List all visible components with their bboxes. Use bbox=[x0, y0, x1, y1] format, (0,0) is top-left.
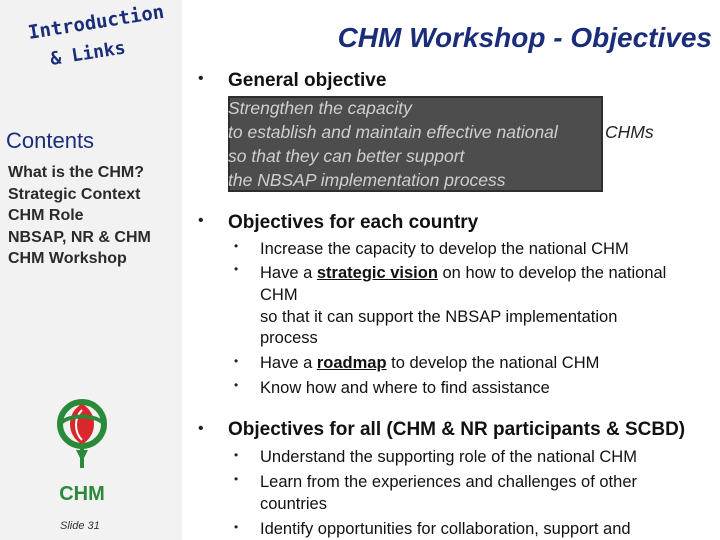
each-country-item bbox=[260, 262, 666, 284]
sub-bullet: • bbox=[234, 239, 239, 253]
contents-item[interactable]: CHM Workshop bbox=[8, 250, 127, 267]
box-line-tail: CHMs bbox=[605, 122, 654, 142]
box-line: the NBSAP implementation process bbox=[228, 170, 506, 190]
slide-number: Slide 31 bbox=[60, 520, 100, 532]
item-text: Have a bbox=[260, 264, 317, 282]
item-text: on how to develop the national bbox=[437, 264, 667, 282]
intro-text: Introduction bbox=[26, 0, 166, 44]
page-title: CHM Workshop - Objectives bbox=[337, 22, 712, 53]
each-country-item-cont: process bbox=[260, 329, 318, 347]
each-country-item-cont: CHM bbox=[260, 286, 298, 304]
each-country-heading: Objectives for each country bbox=[228, 212, 479, 233]
sub-bullet: • bbox=[234, 378, 239, 392]
all-item: Learn from the experiences and challenges of other bbox=[260, 473, 637, 491]
all-item: Identify opportunities for collaboration, support and bbox=[260, 520, 631, 538]
intro-links-logo[interactable] bbox=[26, 0, 180, 74]
sub-bullet: • bbox=[234, 354, 239, 368]
contents-item[interactable]: CHM Role bbox=[8, 207, 84, 224]
contents-list bbox=[8, 162, 151, 270]
bullet: • bbox=[198, 212, 204, 229]
strategic-vision-emphasis: strategic vision bbox=[316, 264, 438, 282]
item-text: to develop the national CHM bbox=[386, 354, 600, 372]
sub-bullet: • bbox=[234, 520, 239, 534]
each-country-item-cont: so that it can support the NBSAP implementation bbox=[260, 308, 618, 326]
links-text: & Links bbox=[48, 37, 127, 70]
item-text: Have a bbox=[260, 354, 317, 372]
chm-logo bbox=[52, 392, 112, 512]
sub-bullet: • bbox=[234, 262, 239, 276]
sub-bullet: • bbox=[234, 472, 239, 486]
all-objectives-heading: Objectives for all (CHM & NR participants & SCBD) bbox=[228, 419, 686, 440]
box-line: so that they can better support bbox=[228, 146, 465, 166]
all-item: Understand the supporting role of the national CHM bbox=[260, 448, 637, 466]
logo-text: CHM bbox=[59, 483, 105, 505]
contents-item[interactable]: Strategic Context bbox=[8, 185, 141, 203]
box-line: to establish and maintain effective national bbox=[228, 122, 558, 142]
bullet: • bbox=[198, 420, 204, 437]
box-line: Strengthen the capacity bbox=[228, 98, 412, 118]
general-objective-heading: General objective bbox=[228, 70, 387, 91]
contents-heading: Contents bbox=[6, 128, 95, 153]
all-item-cont: countries bbox=[260, 495, 327, 513]
each-country-item bbox=[260, 352, 599, 374]
each-country-item: Increase the capacity to develop the national CHM bbox=[260, 240, 629, 258]
sub-bullet: • bbox=[234, 448, 239, 462]
each-country-item: Know how and where to find assistance bbox=[260, 379, 550, 397]
chm-logo-icon bbox=[52, 392, 112, 512]
bullet: • bbox=[198, 70, 204, 87]
contents-item[interactable]: NBSAP, NR & CHM bbox=[8, 228, 151, 246]
contents-item[interactable]: What is the CHM? bbox=[8, 164, 144, 181]
roadmap-emphasis: roadmap bbox=[316, 354, 387, 372]
